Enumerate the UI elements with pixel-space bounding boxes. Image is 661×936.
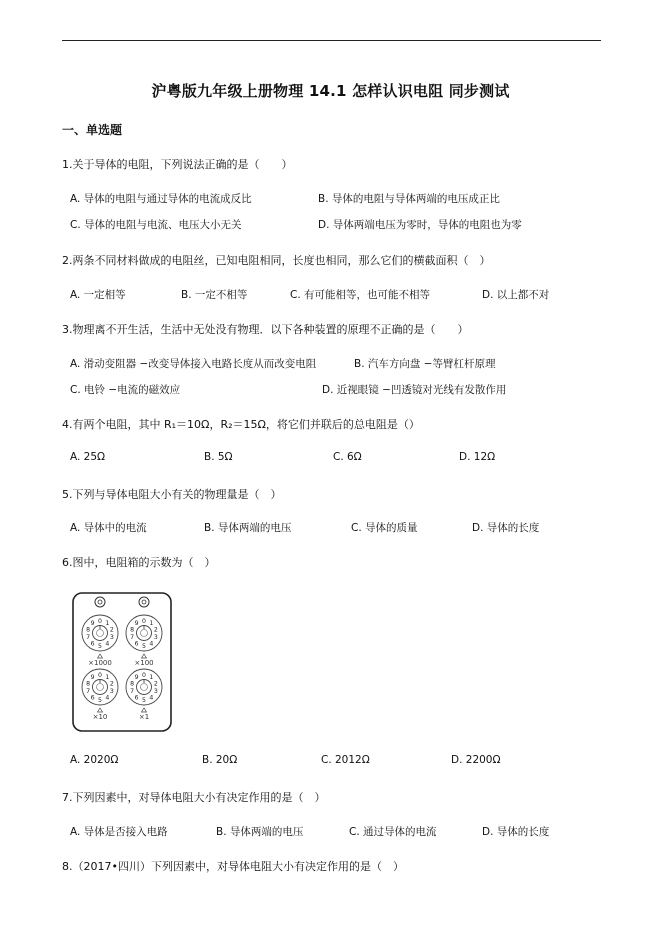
- dial-1-digit: 6: [90, 640, 95, 648]
- dial-4-digit: 9: [134, 674, 139, 682]
- question-3-option-d[interactable]: D. 近视眼镜 −凹透镜对光线有发散作用: [322, 384, 507, 396]
- dial-3-digit: 6: [90, 694, 95, 702]
- question-7-option-c[interactable]: C. 通过导体的电流: [349, 826, 437, 838]
- question-4-option-a[interactable]: A. 25Ω: [70, 451, 106, 463]
- dial-1-digit: 5: [98, 642, 102, 650]
- question-6-option-d[interactable]: D. 2200Ω: [451, 754, 501, 766]
- document-title: 沪粤版九年级上册物理 14.1 怎样认识电阻 同步测试: [151, 82, 510, 100]
- dial-4-digit: 2: [153, 680, 158, 688]
- dial-3-digit: 9: [90, 674, 95, 682]
- dial-4-digit: 7: [130, 688, 135, 696]
- resistance-box-figure: [71, 591, 173, 733]
- question-5-option-c[interactable]: C. 导体的质量: [351, 522, 418, 534]
- question-5-stem: 5.下列与导体电阻大小有关的物理量是（ ）: [62, 488, 282, 501]
- dial-3-digit: 2: [109, 680, 114, 688]
- terminal-2-center: [142, 600, 146, 604]
- question-2-option-b[interactable]: B. 一定不相等: [181, 289, 248, 301]
- dial-4-digit: 0: [142, 671, 146, 679]
- dial-2-digit: 3: [153, 634, 158, 642]
- question-2-stem: 2.两条不同材料做成的电阻丝，已知电阻相同，长度也相同，那么它们的横截面积（ ）: [62, 254, 491, 267]
- question-7-option-a[interactable]: A. 导体是否接入电路: [70, 826, 168, 838]
- question-6-option-a[interactable]: A. 2020Ω: [70, 754, 119, 766]
- dial-3-digit: 7: [86, 688, 91, 696]
- dial-2-digit: 4: [149, 640, 154, 648]
- dial-3-digit: 0: [98, 671, 102, 679]
- question-5-option-d[interactable]: D. 导体的长度: [472, 522, 540, 534]
- question-1-option-b[interactable]: B. 导体的电阻与导体两端的电压成正比: [318, 193, 500, 205]
- question-7-option-d[interactable]: D. 导体的长度: [482, 826, 550, 838]
- dial-1-digit: 4: [105, 640, 110, 648]
- dial-2-digit: 9: [134, 620, 139, 628]
- dial-4-digit: 6: [134, 694, 139, 702]
- dial-1-digit: 1: [105, 620, 110, 628]
- dial-4-digit: 1: [149, 674, 154, 682]
- question-6-option-c[interactable]: C. 2012Ω: [321, 754, 370, 766]
- question-2-option-a[interactable]: A. 一定相等: [70, 289, 126, 301]
- dial-2-digit: 0: [142, 617, 146, 625]
- dial-2-multiplier: ×100: [134, 659, 154, 667]
- question-4-stem: 4.有两个电阻，其中 R₁＝10Ω，R₂＝15Ω，将它们并联后的总电阻是（）: [62, 418, 420, 431]
- dial-2-digit: 1: [149, 620, 154, 628]
- question-7-option-b[interactable]: B. 导体两端的电压: [216, 826, 304, 838]
- dial-3-digit: 3: [109, 688, 114, 696]
- question-1-stem: 1.关于导体的电阻，下列说法正确的是（ ）: [62, 158, 293, 171]
- dial-3-digit: 5: [98, 696, 102, 704]
- dial-3-digit: 4: [105, 694, 110, 702]
- dial-1-digit: 3: [109, 634, 114, 642]
- question-5-option-a[interactable]: A. 导体中的电流: [70, 522, 147, 534]
- dial-1-digit: 7: [86, 634, 91, 642]
- dial-1-multiplier: ×1000: [88, 659, 112, 667]
- dial-3-multiplier: ×10: [92, 713, 108, 721]
- question-3-option-a[interactable]: A. 滑动变阻器 −改变导体接入电路长度从而改变电阻: [70, 358, 317, 370]
- header-rule: [62, 40, 601, 41]
- dial-3-digit: 1: [105, 674, 110, 682]
- question-3-option-b[interactable]: B. 汽车方向盘 −等臂杠杆原理: [354, 358, 496, 370]
- question-8-stem: 8.（2017•四川）下列因素中，对导体电阻大小有决定作用的是（ ）: [62, 860, 404, 873]
- dial-4-digit: 5: [142, 696, 146, 704]
- dial-3-digit: 8: [86, 680, 91, 688]
- dial-1-digit: 9: [90, 620, 95, 628]
- question-2-option-c[interactable]: C. 有可能相等，也可能不相等: [290, 289, 431, 301]
- question-4-option-b[interactable]: B. 5Ω: [204, 451, 233, 463]
- dial-4-digit: 4: [149, 694, 154, 702]
- question-3-option-c[interactable]: C. 电铃 −电流的磁效应: [70, 384, 181, 396]
- dial-4-digit: 3: [153, 688, 158, 696]
- question-3-stem: 3.物理离不开生活，生活中无处没有物理．以下各种装置的原理不正确的是（ ）: [62, 323, 469, 336]
- dial-4-multiplier: ×1: [138, 713, 150, 721]
- question-4-option-c[interactable]: C. 6Ω: [333, 451, 362, 463]
- resistance-box-drawing: [71, 591, 173, 733]
- question-2-option-d[interactable]: D. 以上都不对: [482, 289, 550, 301]
- dial-1-digit: 2: [109, 626, 114, 634]
- dial-4-digit: 8: [130, 680, 135, 688]
- question-6-option-b[interactable]: B. 20Ω: [202, 754, 238, 766]
- question-7-stem: 7.下列因素中，对导体电阻大小有决定作用的是（ ）: [62, 791, 326, 804]
- dial-1-digit: 8: [86, 626, 91, 634]
- dial-1-digit: 0: [98, 617, 102, 625]
- dial-2-digit: 5: [142, 642, 146, 650]
- dial-2-digit: 2: [153, 626, 158, 634]
- question-4-option-d[interactable]: D. 12Ω: [459, 451, 496, 463]
- question-1-option-d[interactable]: D. 导体两端电压为零时，导体的电阻也为零: [318, 219, 522, 231]
- question-1-option-a[interactable]: A. 导体的电阻与通过导体的电流成反比: [70, 193, 252, 205]
- dial-2-digit: 6: [134, 640, 139, 648]
- terminal-1-center: [98, 600, 102, 604]
- section-heading: 一、单选题: [62, 123, 123, 137]
- dial-2-digit: 7: [130, 634, 135, 642]
- question-6-stem: 6.图中，电阻箱的示数为（ ）: [62, 556, 216, 569]
- question-5-option-b[interactable]: B. 导体两端的电压: [204, 522, 292, 534]
- question-1-option-c[interactable]: C. 导体的电阻与电流、电压大小无关: [70, 219, 242, 231]
- dial-2-digit: 8: [130, 626, 135, 634]
